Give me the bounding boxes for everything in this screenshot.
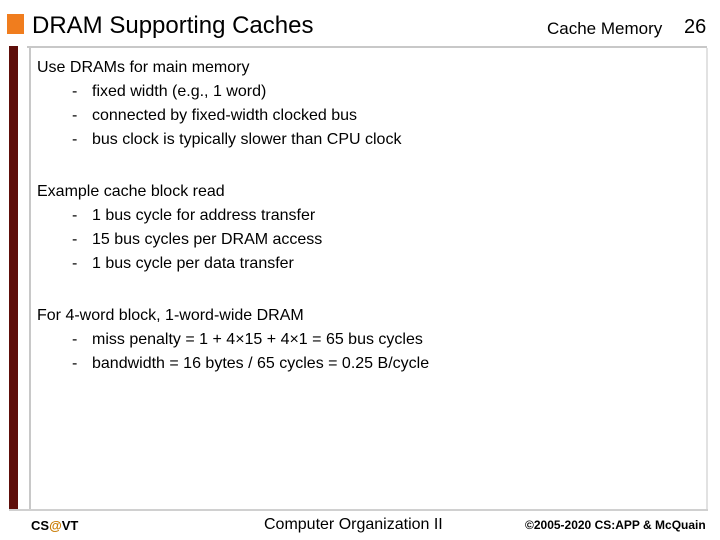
- section-main-memory: [37, 56, 697, 152]
- bullet-item: [37, 352, 697, 376]
- bullet-dash: -: [72, 207, 78, 224]
- bullet-dash: -: [72, 83, 78, 100]
- bullet-dash: -: [72, 355, 78, 372]
- footer-course-tag: [31, 518, 78, 533]
- section-heading: Example cache block read: [37, 183, 225, 200]
- bullet-dash: -: [72, 331, 78, 348]
- footer-tag-prefix: CS: [31, 518, 50, 533]
- section-heading: Use DRAMs for main memory: [37, 59, 250, 76]
- bullet-text: 1 bus cycle for address transfer: [92, 207, 316, 224]
- footer-divider: [9, 509, 708, 511]
- footer-tag-at: @: [49, 518, 62, 533]
- footer-tag-suffix: VT: [61, 518, 79, 533]
- bullet-text: connected by fixed-width clocked bus: [92, 107, 358, 124]
- section-four-word-block: [37, 304, 697, 376]
- bullet-dash: -: [72, 131, 78, 148]
- slide-topic: Cache Memory: [547, 19, 663, 38]
- bullet-item: [37, 80, 697, 104]
- bullet-item: [37, 328, 697, 352]
- bullet-dash: -: [72, 255, 78, 272]
- footer-copyright: ©2005-2020 CS:APP & McQuain: [525, 518, 706, 532]
- bullet-item: [37, 204, 697, 228]
- header-divider: [27, 46, 707, 48]
- slide-number: 26: [684, 16, 707, 38]
- bullet-item: [37, 252, 697, 276]
- left-frame-line: [29, 48, 31, 510]
- right-frame-line: [706, 48, 708, 510]
- bullet-text: 1 bus cycle per data transfer: [92, 255, 294, 272]
- bullet-text: 15 bus cycles per DRAM access: [92, 231, 323, 248]
- bullet-text: bandwidth = 16 bytes / 65 cycles = 0.25 B/cycle: [92, 355, 430, 372]
- section-heading: For 4-word block, 1-word-wide DRAM: [37, 307, 304, 324]
- bullet-item: [37, 104, 697, 128]
- footer-course-name: Computer Organization II: [264, 516, 443, 533]
- slide-body: [37, 56, 697, 376]
- slide-title: DRAM Supporting Caches: [32, 12, 314, 39]
- title-accent-square: [7, 14, 24, 34]
- bullet-text: fixed width (e.g., 1 word): [92, 83, 267, 100]
- bullet-dash: -: [72, 107, 78, 124]
- bullet-text: miss penalty = 1 + 4×15 + 4×1 = 65 bus cycles: [92, 331, 423, 348]
- bullet-text: bus clock is typically slower than CPU clock: [92, 131, 402, 148]
- left-accent-bar: [9, 46, 18, 510]
- bullet-dash: -: [72, 231, 78, 248]
- bullet-item: [37, 128, 697, 152]
- section-example-read: [37, 180, 697, 276]
- bullet-item: [37, 228, 697, 252]
